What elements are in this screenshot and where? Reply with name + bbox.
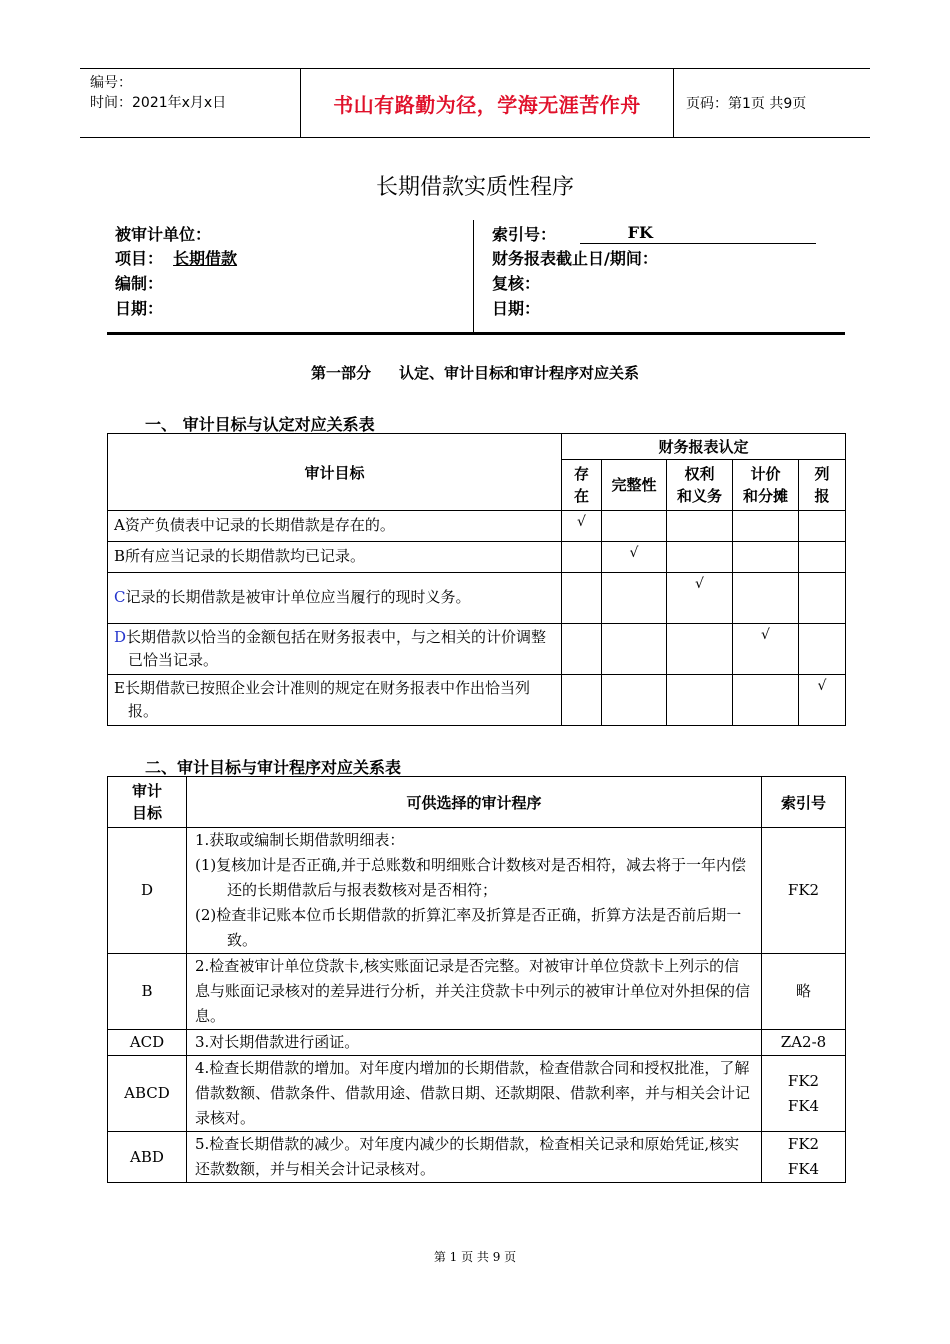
assertion-check-cell: √: [733, 624, 799, 675]
assertion-col-3: 权利 和义务: [667, 460, 733, 511]
assertion-check-cell: [799, 573, 846, 624]
info-block: [107, 220, 845, 335]
assertion-check-cell: [602, 511, 667, 542]
goal-letter: B: [114, 547, 126, 565]
period-label: 财务报表截止日/期间：: [492, 249, 658, 268]
project-value: 长期借款: [173, 249, 238, 268]
procedure-row: [108, 1030, 846, 1056]
project-label: 项目：: [115, 249, 164, 268]
part1-label: 第一部分: [310, 364, 371, 382]
procedure-line: 2.检查被审计单位贷款卡,核实账面记录是否完整。对被审计单位贷款卡上列示的信息与账面记录核对的差异进行分析，并关注贷款卡中列示的被审计单位对外担保的信息。: [195, 957, 751, 1025]
goal-header: 审计目标: [108, 434, 562, 511]
procedure-cell: [187, 1132, 762, 1183]
index-cell: [762, 954, 846, 1030]
assertion-check-cell: √: [602, 542, 667, 573]
document-title: 长期借款实质性程序: [375, 175, 574, 200]
procedure-line: 5.检查长期借款的减少。对年度内减少的长期借款，检查相关记录和原始凭证,核实还款数额，并与相关会计记录核对。: [195, 1135, 740, 1178]
audit-goal-cell: [108, 624, 562, 675]
goal-text: 所有应当记录的长期借款均已记录。: [125, 547, 366, 565]
index-ref: FK4: [787, 1096, 820, 1115]
assertion-check-cell: √: [667, 573, 733, 624]
date2-label: 日期：: [492, 299, 541, 318]
assertion-check-cell: [562, 624, 602, 675]
assertion-check-cell: [562, 675, 602, 726]
index-cell: [762, 1056, 846, 1132]
part1-heading: [0, 362, 950, 383]
procedure-header: 可供选择的审计程序: [187, 777, 762, 828]
audit-goal-cell: [108, 573, 562, 624]
procedure-line: 3.对长期借款进行函证。: [195, 1033, 360, 1051]
assertion-check-cell: [667, 511, 733, 542]
section2-heading: 二、审计目标与审计程序对应关系表: [145, 758, 402, 777]
index-ref: FK2: [787, 881, 820, 899]
assertion-col-5: 列 报: [799, 460, 846, 511]
assertion-header: 财务报表认定: [562, 434, 846, 460]
assertion-check-cell: [733, 542, 799, 573]
auditee-label: 被审计单位：: [115, 225, 212, 244]
goal-text: 记录的长期借款是被审计单位应当履行的现时义务。: [125, 588, 471, 606]
assertion-row: [108, 511, 846, 542]
procedure-row: [108, 954, 846, 1030]
page-header: [80, 68, 870, 138]
procedure-line: (1)复核加计是否正确,并于总账数和明细账合计数核对是否相符，减去将于一年内偿还的长期借款后与报表数核对是否相符；: [195, 856, 747, 899]
index-ref: ZA2-8: [780, 1033, 827, 1051]
assertion-check-cell: [733, 511, 799, 542]
objective-cell: ACD: [108, 1030, 187, 1056]
assertion-check-cell: [602, 573, 667, 624]
objective-header: [108, 777, 187, 828]
header-page-code: 页码：第1页 共9页: [686, 96, 807, 112]
objective-cell: B: [108, 954, 187, 1030]
procedure-table: [107, 776, 846, 1183]
procedure-row: [108, 828, 846, 954]
index-cell: [762, 1030, 846, 1056]
assertion-check-cell: [799, 624, 846, 675]
objective-cell: ABCD: [108, 1056, 187, 1132]
index-value: FK: [627, 223, 653, 242]
index-ref: FK4: [787, 1160, 820, 1178]
procedure-cell: [187, 954, 762, 1030]
objective-header-text: 审计 目标: [131, 782, 162, 822]
info-divider: [473, 220, 474, 332]
assertion-check-cell: [602, 675, 667, 726]
assertion-check-cell: [562, 542, 602, 573]
procedure-line: (2)检查非记账本位币长期借款的折算汇率及折算是否正确，折算方法是否前后期一致。: [195, 906, 742, 949]
header-meta: [80, 69, 301, 137]
date-label: 日期：: [115, 299, 164, 318]
assertion-check-cell: [602, 624, 667, 675]
procedure-row: [108, 1056, 846, 1132]
procedure-line: 4.检查长期借款的增加。对年度内增加的长期借款，检查借款合同和授权批准，了解借款数额、借款条件、借款用途、借款日期、还款期限、借款利率，并与相关会计记录核对。: [195, 1059, 751, 1127]
assertion-col-2: 完整性: [602, 460, 667, 511]
assertion-col-4: 计价 和分摊: [733, 460, 799, 511]
objective-cell: ABD: [108, 1132, 187, 1183]
audit-goal-cell: [108, 511, 562, 542]
index-ref: FK2: [787, 1135, 820, 1153]
number-label: 编号：: [90, 75, 132, 91]
prepared-label: 编制：: [115, 274, 164, 293]
assertion-check-cell: [562, 573, 602, 624]
assertion-check-cell: [733, 675, 799, 726]
assertion-check-cell: [667, 542, 733, 573]
objective-cell: D: [108, 828, 187, 954]
index-header: 索引号: [762, 777, 846, 828]
procedure-cell: [187, 828, 762, 954]
assertion-row: [108, 542, 846, 573]
index-ref: FK2: [787, 1071, 820, 1090]
goal-text: 资产负债表中记录的长期借款是存在的。: [124, 516, 395, 534]
goal-text: 长期借款以恰当的金额包括在财务报表中，与之相关的计价调整已恰当记录。: [126, 627, 547, 669]
assertion-check-cell: [799, 511, 846, 542]
part1-title: 认定、审计目标和审计程序对应关系: [399, 364, 640, 382]
header-motto: 书山有路勤为径，学海无涯苦作舟: [301, 69, 674, 137]
index-underline: [580, 223, 816, 244]
time-label: 时间：2021年x月x日: [90, 95, 227, 111]
goal-letter: D: [114, 627, 127, 646]
index-cell: [762, 828, 846, 954]
goal-letter: A: [114, 516, 125, 534]
assertion-check-cell: [667, 675, 733, 726]
assertion-check-cell: [667, 624, 733, 675]
assertion-row: [108, 624, 846, 675]
goal-text: 长期借款已按照企业会计准则的规定在财务报表中作出恰当列报。: [124, 678, 530, 720]
project-field: [115, 246, 237, 271]
procedure-cell: [187, 1056, 762, 1132]
procedure-cell: [187, 1030, 762, 1056]
assertion-check-cell: [733, 573, 799, 624]
assertion-check-cell: √: [799, 675, 846, 726]
procedure-line: 1.获取或编制长期借款明细表：: [195, 831, 405, 849]
assertion-table: [107, 433, 846, 726]
page-footer: 第 1 页 共 9 页: [433, 1250, 517, 1264]
goal-letter: E: [114, 678, 125, 697]
assertion-col-1: 存 在: [562, 460, 602, 511]
assertion-row: [108, 573, 846, 624]
index-label: 索引号：: [492, 225, 557, 244]
procedure-row: [108, 1132, 846, 1183]
review-label: 复核：: [492, 274, 541, 293]
index-cell: [762, 1132, 846, 1183]
audit-goal-cell: [108, 675, 562, 726]
index-ref: 略: [795, 982, 811, 1000]
assertion-check-cell: [799, 542, 846, 573]
assertion-check-cell: √: [562, 511, 602, 542]
section1-heading: 一、 审计目标与认定对应关系表: [145, 415, 375, 434]
assertion-row: [108, 675, 846, 726]
goal-letter: C: [114, 588, 126, 606]
audit-goal-cell: [108, 542, 562, 573]
index-field: [492, 222, 816, 247]
